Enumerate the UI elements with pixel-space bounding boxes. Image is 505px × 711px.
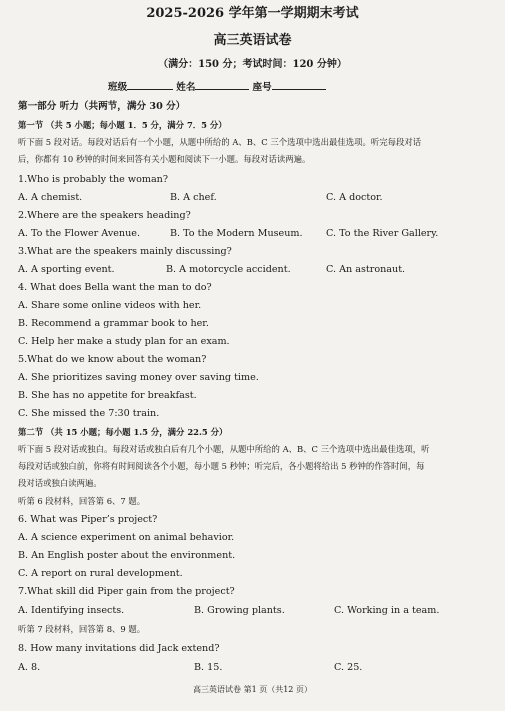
- question-4-option-b: B. Recommend a grammar book to her.: [18, 318, 209, 329]
- question-1-stem: 1.Who is probably the woman?: [18, 174, 168, 185]
- question-6-option-b: B. An English poster about the environment.: [18, 550, 236, 561]
- question-2-option-b: B. To the Modern Museum.: [170, 228, 303, 239]
- question-3-option-b: B. A motorcycle accident.: [166, 264, 291, 275]
- question-4-stem: 4. What does Bella want the man to do?: [18, 282, 212, 293]
- student-info-row: [108, 80, 326, 93]
- question-6-stem: 6. What was Piper’s project?: [18, 514, 158, 525]
- question-4-option-c: C. Help her make a study plan for an exam.: [18, 336, 230, 347]
- name-blank[interactable]: [195, 80, 249, 90]
- question-1-option-c: C. A doctor.: [326, 192, 383, 203]
- question-8-option-c: C. 25.: [334, 662, 363, 673]
- question-8-option-a: A. 8.: [18, 662, 41, 673]
- question-7-option-b: B. Growing plants.: [194, 605, 285, 616]
- question-3-stem: 3.What are the speakers mainly discussing?: [18, 246, 232, 257]
- seat-label: 座号: [252, 82, 272, 93]
- question-5-option-b: B. She has no appetite for breakfast.: [18, 390, 197, 401]
- question-5-option-c: C. She missed the 7:30 train.: [18, 408, 160, 419]
- question-3-option-c: C. An astronaut.: [326, 264, 406, 275]
- exam-title: 2025-2026 学年第一学期期末考试: [146, 6, 359, 21]
- question-1-option-a: A. A chemist.: [18, 192, 83, 203]
- question-2-option-c: C. To the River Gallery.: [326, 228, 439, 239]
- section2-instruction-line3: 段对话或独白读两遍。: [18, 478, 102, 488]
- question-5-option-a: A. She prioritizes saving money over saving time.: [18, 372, 259, 383]
- question-6-option-c: C. A report on rural development.: [18, 568, 183, 579]
- question-7-stem: 7.What skill did Piper gain from the project?: [18, 586, 235, 597]
- listen-material-6-note: 听第 6 段材料，回答第 6、7 题。: [18, 496, 146, 506]
- question-4-option-a: A. Share some online videos with her.: [18, 300, 202, 311]
- question-8-option-b: B. 15.: [194, 662, 223, 673]
- question-1-option-b: B. A chef.: [170, 192, 217, 203]
- question-2-stem: 2.Where are the speakers heading?: [18, 210, 191, 221]
- question-3-option-a: A. A sporting event.: [18, 264, 115, 275]
- question-7-option-c: C. Working in a team.: [334, 605, 440, 616]
- section1-instruction-line1: 听下面 5 段对话。每段对话后有一个小题，从题中所给的 A、B、C 三个选项中选出最佳选项。听完每段对话: [18, 137, 422, 147]
- section2-instruction-line1: 听下面 5 段对话或独白。每段对话或独白后有几个小题，从题中所给的 A、B、C 三个选项中选出最佳选项，听: [18, 444, 430, 454]
- class-label: 班级: [108, 82, 128, 93]
- listen-material-7-note: 听第 7 段材料，回答第 8、9 题。: [18, 624, 146, 634]
- question-6-option-a: A. A science experiment on animal behavior.: [18, 532, 235, 543]
- question-2-option-a: A. To the Flower Avenue.: [18, 228, 141, 239]
- class-blank[interactable]: [127, 80, 173, 90]
- page-footer: 高三英语试卷 第1 页（共12 页）: [193, 685, 312, 694]
- question-8-stem: 8. How many invitations did Jack extend?: [18, 643, 220, 654]
- section1-instruction-line2: 后，你都有 10 秒钟的时间来回答有关小题和阅读下一小题。每段对话读两遍。: [18, 154, 311, 164]
- section2-instruction-line2: 每段对话或独白前，你将有时间阅读各个小题，每小题 5 秒钟；听完后，各小题将给出 5 秒钟的作答时间，每: [18, 461, 425, 471]
- question-7-option-a: A. Identifying insects.: [18, 605, 125, 616]
- section1-heading: 第一节 （共 5 小题；每小题 1．5 分，满分 7．5 分）: [18, 120, 227, 130]
- seat-blank[interactable]: [272, 80, 326, 90]
- exam-info: （满分：150 分；考试时间：120 分钟）: [158, 59, 347, 70]
- question-5-stem: 5.What do we know about the woman?: [18, 354, 207, 365]
- part1-heading: 第一部分 听力（共两节，满分 30 分）: [18, 101, 186, 112]
- exam-subtitle: 高三英语试卷: [213, 33, 292, 48]
- section2-heading: 第二节 （共 15 小题；每小题 1.5 分，满分 22.5 分）: [18, 427, 228, 437]
- name-label: 姓名: [176, 82, 196, 93]
